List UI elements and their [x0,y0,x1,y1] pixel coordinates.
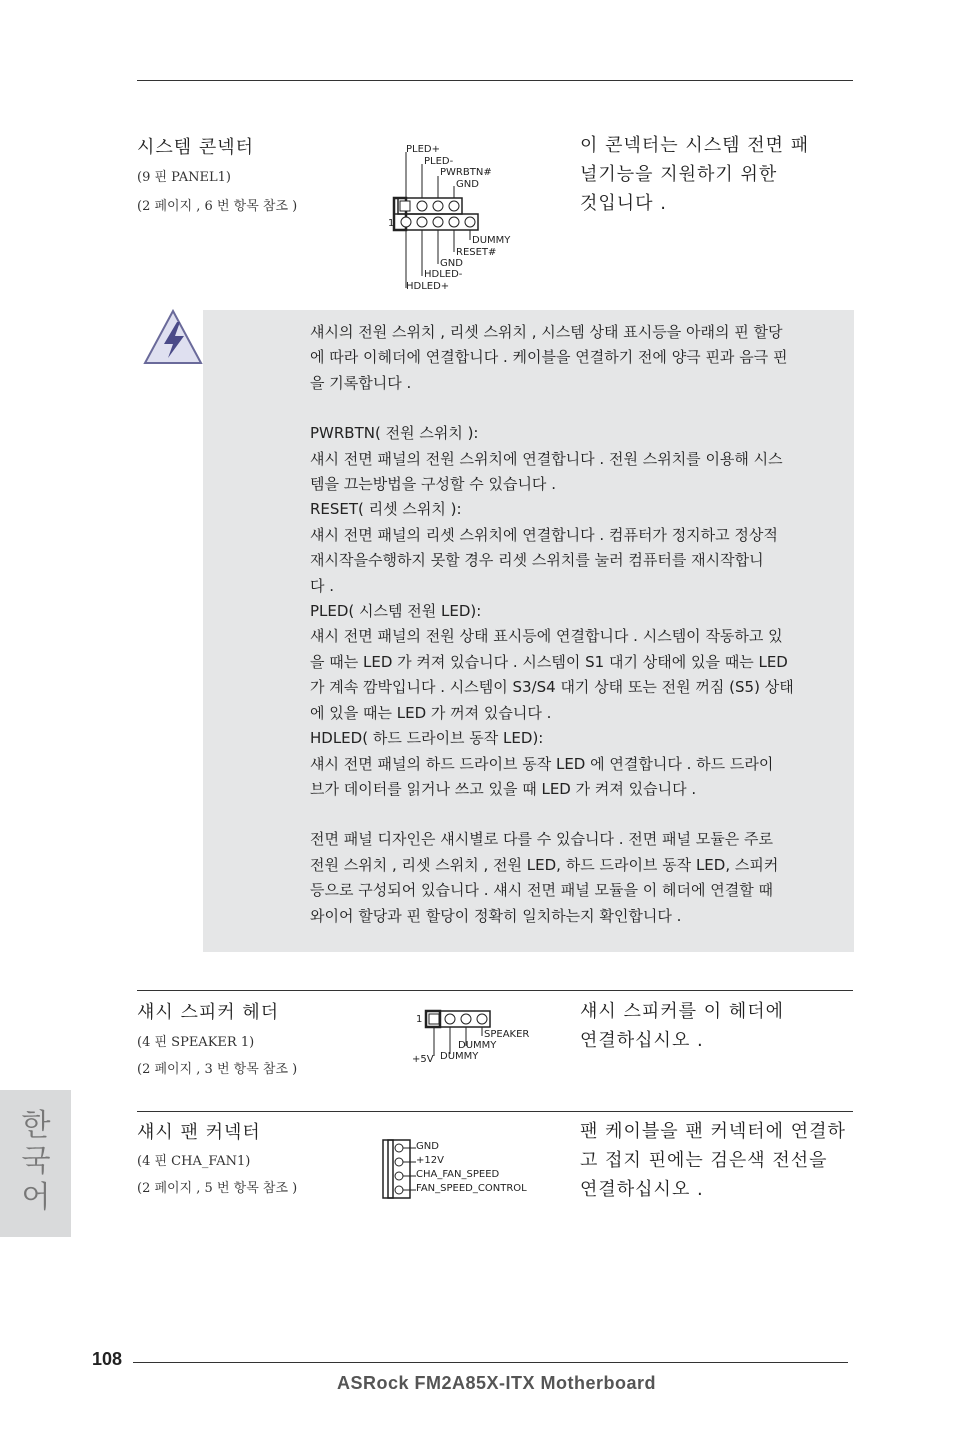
note-line: HDLED( 하드 드라이브 동작 LED): [310,729,544,748]
note-line [310,802,855,827]
footer-rule [133,1362,848,1363]
fan-sub2: (2 페이지 , 5 번 항목 참조 ) [137,1181,298,1196]
note-line: 을 때는 LED 가 켜져 있습니다 . 시스템이 S1 대기 상태에 있을 때는 LED [310,652,788,671]
pin-label-pled-plus: PLED+ [406,144,440,155]
fan-desc-line: 팬 케이블을 팬 커넥터에 연결하 [580,1121,846,1142]
pin-circle [433,217,443,227]
panel-pin1-label: 1 [388,218,395,229]
note-line: 전면 패널 디자인은 섀시별로 다를 수 있습니다 . 전면 패널 모듈은 주로 [310,830,773,849]
pin-label-dummy-2: DUMMY [440,1051,479,1062]
page-number: 108 [92,1349,123,1369]
panel-title: 시스템 콘넥터 [137,137,255,158]
pin-label-5v: +5V [412,1054,434,1065]
note-line: 섀시의 전원 스위치 , 리셋 스위치 , 시스템 상태 표시등을 아래의 핀 할당 [310,323,783,341]
speaker-sub2: (2 페이지 , 3 번 항목 참조 ) [137,1062,298,1077]
panel-desc-line: 이 콘넥터는 시스템 전면 패 [580,135,810,156]
side-char: 국 [21,1144,51,1179]
pin-circle [417,201,427,211]
pin-circle [395,1172,403,1180]
fan-pin-diagram [380,1138,550,1200]
pin-label-speaker: SPEAKER [484,1029,530,1040]
note-line: RESET( 리셋 스위치 ): [310,500,462,519]
pin-label-dummy-1: DUMMY [458,1040,497,1051]
pin-label-dummy: DUMMY [472,235,511,246]
side-char: 한 [21,1108,51,1143]
speaker-pin1-label: 1 [416,1014,423,1025]
fan-desc-line: 고 접지 핀에는 검은색 전선을 [580,1150,828,1171]
speaker-desc [580,997,784,1055]
pin-circle [465,217,475,227]
note-line: 섀시 전면 패널의 전원 상태 표시등에 연결합니다 . 시스템이 작동하고 있 [310,627,783,646]
note-line: 에 따라 이헤더에 연결합니다 . 케이블을 연결하기 전에 양극 핀과 음극 핀 [310,348,788,367]
note-line: 재시작을수행하지 못할 경우 리셋 스위치를 눌러 컴퓨터를 재시작합니 [310,551,764,570]
pin-label-gnd-bottom: GND [440,258,463,269]
fan-desc-line: 연결하십시오 . [580,1179,704,1200]
speaker-sub1: (4 핀 SPEAKER 1) [137,1035,255,1050]
fan-header-svg [380,1138,420,1200]
note-line: 섀시 전면 패널의 전원 스위치에 연결합니다 . 전원 스위치를 이용해 시스 [310,449,783,468]
panel-sub2: (2 페이지 , 6 번 항목 참조 ) [137,199,298,214]
footer-title: ASRock FM2A85X-ITX Motherboard [337,1373,657,1393]
pin-circle [445,1014,455,1024]
pin-label-pled-minus: PLED- [424,156,454,167]
note-line: 섀시 전면 패널의 하드 드라이브 동작 LED 에 연결합니다 . 하드 드라이 [310,754,774,773]
pin-circle [395,1144,403,1152]
pin-square [429,1014,439,1024]
pin-label-gnd-top: GND [456,179,479,190]
pin-circle [449,217,459,227]
note-line: 브가 데이터를 읽거나 쓰고 있을 때 LED 가 켜져 있습니다 . [310,779,697,798]
speaker-title: 섀시 스피커 헤더 [137,1002,280,1023]
pin-label-fan-speed: CHA_FAN_SPEED [416,1169,500,1180]
pin-label-pwrbtn: PWRBTN# [440,167,492,178]
speaker-pin-diagram [412,1006,542,1066]
note-line: PLED( 시스템 전원 LED): [310,602,482,621]
note-line [310,396,855,421]
note-line: 을 기록합니다 . [310,373,412,392]
speaker-desc-line: 연결하십시오 . [580,1030,704,1051]
note-line: 섀시 전면 패널의 리셋 스위치에 연결합니다 . 컴퓨터가 정지하고 정상적 [310,525,778,544]
pin-circle [417,217,427,227]
pin-label-reset: RESET# [456,247,497,258]
language-side-label [14,1108,58,1216]
speaker-rule [137,990,853,991]
pin-label-fan-gnd: GND [416,1141,439,1152]
side-char: 어 [21,1180,51,1215]
pin-label-fan-speed-control: FAN_SPEED_CONTROL [416,1183,527,1194]
fan-rule [137,1111,853,1112]
pin-circle [449,201,459,211]
panel-desc-line: 것입니다 . [580,193,667,214]
warning-icon [142,308,204,366]
speaker-desc-line: 섀시 스피커를 이 헤더에 [580,1001,785,1022]
pin-circle [395,1158,403,1166]
note-line: 다 . [310,576,335,595]
note-line: 템을 끄는방법을 구성할 수 있습니다 . [310,475,556,494]
fan-sub1: (4 핀 CHA_FAN1) [137,1154,251,1169]
panel-desc [580,131,809,218]
panel-desc-line: 널기능을 지원하기 위한 [580,164,778,185]
pin-label-hdled-minus: HDLED- [424,269,463,280]
top-rule [137,80,853,81]
panel-pin-diagram [388,140,528,295]
note-line: 등으로 구성되어 있습니다 . 섀시 전면 패널 모듈을 이 헤더에 연결할 때 [310,881,773,900]
pin-square [400,201,410,211]
pin-circle [477,1014,487,1024]
panel-sub1: (9 핀 PANEL1) [137,170,231,185]
note-line: 전원 스위치 , 리셋 스위치 , 전원 LED, 하드 드라이브 동작 LED, 스피커 [310,855,779,874]
fan-desc [580,1117,846,1204]
pin-label-fan-12v: +12V [416,1155,444,1166]
fan-title: 섀시 팬 커넥터 [137,1122,261,1143]
pin-circle [401,217,411,227]
note-line: 와이어 할당과 핀 할당이 정확히 일치하는지 확인합니다 . [310,906,682,925]
note-text [310,320,855,929]
pin-circle [395,1186,403,1194]
note-line: PWRBTN( 전원 스위치 ): [310,424,479,443]
note-line: 가 계속 깜박입니다 . 시스템이 S3/S4 대기 상태 또는 전원 꺼짐 (S5) 상태 [310,678,794,697]
pin-label-hdled-plus: HDLED+ [406,281,450,292]
pin-circle [433,201,443,211]
note-line: 에 있을 때는 LED 가 꺼져 있습니다 . [310,703,552,722]
pin-circle [461,1014,471,1024]
